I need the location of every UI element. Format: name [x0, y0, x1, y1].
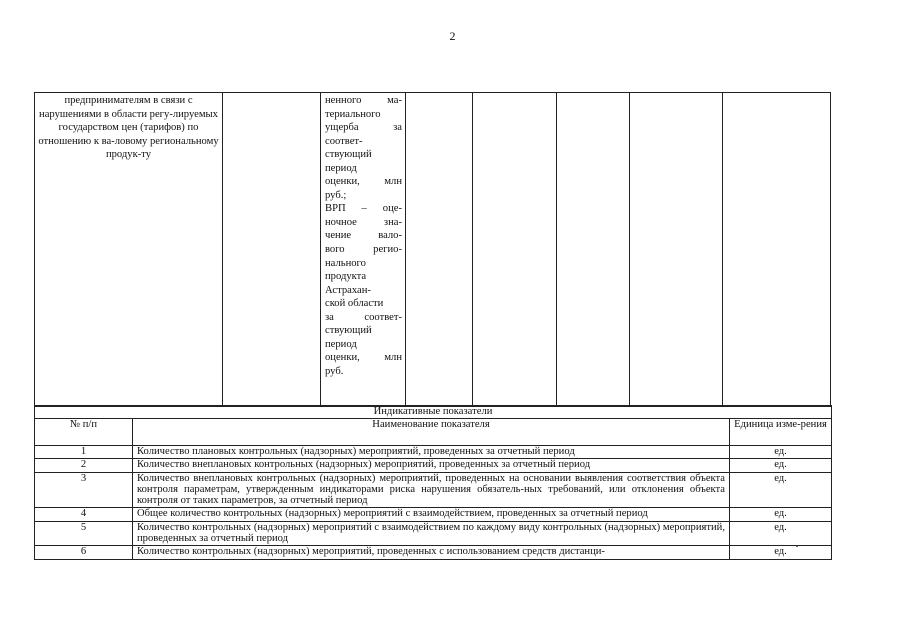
formula-line: период [325, 162, 357, 174]
formula-line: ненного ма- [325, 95, 402, 106]
section-title: Индикативные показатели [35, 406, 832, 419]
formula-line: ущерба за [325, 122, 402, 134]
formula-line: руб. [325, 365, 344, 377]
formula-line: териального [325, 108, 381, 120]
cell-empty [723, 93, 831, 407]
row-name: Общее количество контрольных (надзорных) мероприятий с взаимодействием, проведенных за отчетный период [133, 508, 730, 521]
row-unit: ед. [730, 521, 832, 546]
formula-line: руб.; [325, 189, 347, 201]
row-num: 1 [35, 446, 133, 459]
table-row [35, 508, 832, 521]
row-name: Количество плановых контрольных (надзорных) мероприятий, проведенных за отчетный период [133, 446, 730, 459]
row-name: Количество внеплановых контрольных (надзорных) мероприятий, проведенных на основании выявления соответствия объекта контроля параметрам, утвержденным индикаторами риска нарушения обязатель-ных требований, или отклонения объекта контроля от таких параметров, за отчетный период [133, 472, 730, 508]
row-name: Количество контрольных (надзорных) мероприятий с взаимодействием по каждому виду контрольных (надзорных) мероприятий, проведенных за отчетный период [133, 521, 730, 546]
header-num: № п/п [35, 419, 133, 446]
header-row [35, 419, 832, 446]
row-num: 5 [35, 521, 133, 546]
scan-speck [796, 545, 798, 547]
row-name: Количество внеплановых контрольных (надзорных) мероприятий, проведенных за отчетный период [133, 459, 730, 472]
cell-indicator-text: предпринимателям в связи с нарушениями в области регу-лируемых государством цен (тарифов) по отношению к ва-ловому региональному продук-ту [35, 93, 223, 407]
formula-line: соответ- [325, 135, 363, 147]
table-row [35, 521, 832, 546]
table-row [35, 472, 832, 508]
cell-empty [223, 93, 321, 407]
formula-line: Астрахан- [325, 284, 371, 296]
row-name: Количество контрольных (надзорных) мероприятий, проведенных с использованием средств дистанци- [133, 546, 730, 559]
formula-line: ствующий [325, 149, 372, 161]
formula-line: чение вало- [325, 230, 402, 242]
formula-line: период [325, 338, 357, 350]
row-unit: ед. [730, 459, 832, 472]
cell-formula-description [321, 93, 406, 407]
row-unit: ед. [730, 546, 832, 559]
formula-line: ствующий [325, 325, 372, 337]
row-num: 4 [35, 508, 133, 521]
formula-line: ВРП – оце- [325, 203, 402, 215]
continuation-row [35, 93, 831, 407]
cell-empty [406, 93, 473, 407]
section-title-row [35, 406, 832, 419]
formula-line: за соответ- [325, 311, 402, 323]
row-unit: ед. [730, 508, 832, 521]
indicators-table [34, 405, 832, 560]
table-row [35, 459, 832, 472]
formula-line: продукта [325, 271, 367, 283]
row-unit: ед. [730, 472, 832, 508]
formula-line: ночное зна- [325, 216, 402, 228]
formula-line: нального [325, 257, 366, 269]
cell-empty [630, 93, 723, 407]
formula-line: оценки, млн [325, 352, 402, 364]
header-unit: Единица изме-рения [730, 419, 832, 446]
continuation-table [34, 92, 831, 407]
row-num: 3 [35, 472, 133, 508]
table-row [35, 546, 832, 559]
row-unit: ед. [730, 446, 832, 459]
page-number: 2 [449, 29, 456, 43]
table-row [35, 446, 832, 459]
formula-line: вого регио- [325, 244, 402, 256]
row-num: 2 [35, 459, 133, 472]
cell-empty [473, 93, 557, 407]
header-name: Наименование показателя [133, 419, 730, 446]
cell-empty [557, 93, 630, 407]
row-num: 6 [35, 546, 133, 559]
formula-line: ской области [325, 298, 384, 310]
formula-line: оценки, млн [325, 176, 402, 188]
